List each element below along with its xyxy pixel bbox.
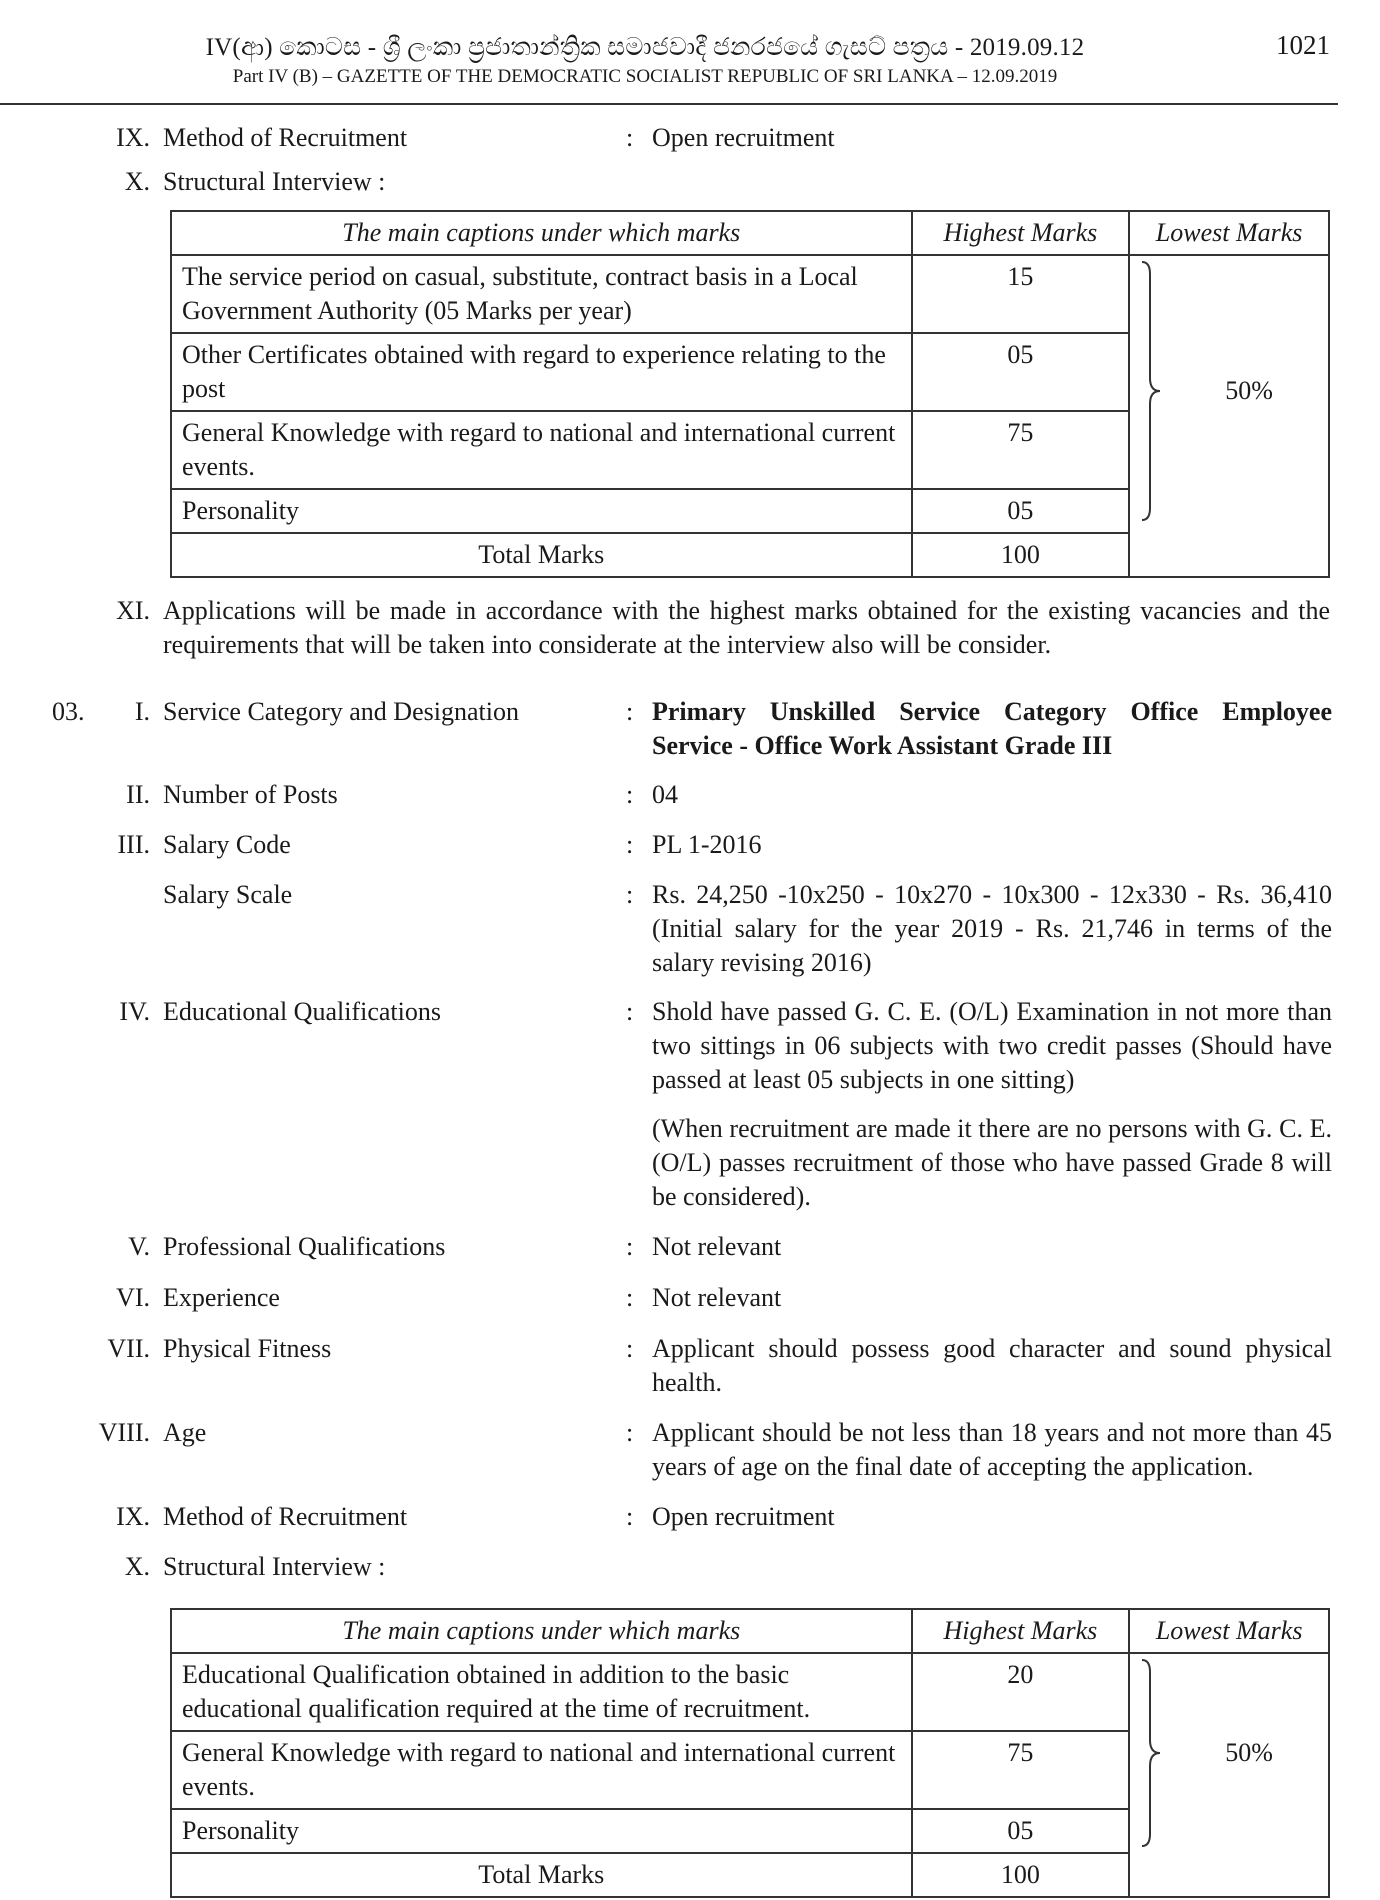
header-highest: Highest Marks [912, 211, 1130, 255]
row-marks: 05 [912, 333, 1130, 411]
header-lowest: Lowest Marks [1129, 211, 1329, 255]
item-number: X. [124, 167, 150, 196]
row-marks: 75 [912, 411, 1130, 489]
item-label: Method of Recruitment [163, 1502, 408, 1531]
item-number: IX. [116, 123, 150, 152]
item-value: Rs. 24,250 -10x250 - 10x270 - 10x300 - 12x330 - Rs. 36,410 (Initial salary for the year 2019 - Rs. 21,746 in terms of the salary revising 2016) [652, 880, 1332, 977]
row-marks: 15 [912, 255, 1130, 333]
item-label: Service Category and Designation [163, 697, 519, 726]
colon: : [626, 1418, 634, 1447]
item-label: Number of Posts [163, 780, 338, 809]
table-header-row [171, 1609, 1329, 1653]
item-label: Physical Fitness [163, 1334, 332, 1363]
row-marks: 75 [912, 1731, 1130, 1809]
item-label: Method of Recruitment [163, 123, 408, 152]
row-marks: 20 [912, 1653, 1130, 1731]
item-number: X. [124, 1552, 150, 1581]
colon: : [626, 780, 634, 809]
interview-marks-table [170, 210, 1330, 578]
item-value: Applicant should possess good character and sound physical health. [652, 1334, 1332, 1397]
item-value: Shold have passed G. C. E. (O/L) Examination in not more than two sittings in 06 subjects with two credit passes (Should have passed at least 05 subjects in one sitting) [652, 997, 1332, 1094]
table-row [171, 255, 1329, 333]
item-number: VII. [107, 1334, 150, 1363]
item-label: Salary Code [163, 830, 291, 859]
row-caption: Educational Qualification obtained in addition to the basic educational qualification required at the time of recruitment. [171, 1653, 912, 1731]
total-label: Total Marks [171, 1853, 912, 1897]
colon: : [626, 1334, 634, 1363]
lowest-marks-value: 50% [1225, 376, 1273, 405]
row-marks: 05 [912, 489, 1130, 533]
row-caption: Personality [171, 1809, 912, 1853]
item-label: Professional Qualifications [163, 1232, 446, 1261]
lowest-marks-cell [1129, 1653, 1329, 1897]
item-number: I. [134, 697, 150, 726]
colon: : [626, 997, 634, 1026]
interview-marks-table-03 [170, 1608, 1330, 1898]
item-number: V. [128, 1232, 150, 1261]
header-captions: The main captions under which marks [171, 1609, 912, 1653]
item-value: Open recruitment [652, 123, 835, 152]
header-highest: Highest Marks [912, 1609, 1130, 1653]
row-caption: Personality [171, 489, 912, 533]
header-lowest: Lowest Marks [1129, 1609, 1329, 1653]
lowest-marks-cell [1129, 255, 1329, 577]
table-header-row [171, 211, 1329, 255]
row-caption: Other Certificates obtained with regard to experience relating to the post [171, 333, 912, 411]
item-label: Salary Scale [163, 880, 293, 909]
item-label: Age [163, 1418, 207, 1447]
colon: : [626, 697, 634, 726]
item-value: Open recruitment [652, 1502, 835, 1531]
colon: : [626, 1232, 634, 1261]
lowest-marks-value: 50% [1225, 1738, 1273, 1767]
total-value: 100 [912, 533, 1130, 577]
item-label: Structural Interview : [163, 1552, 386, 1581]
item-value: 04 [652, 780, 678, 809]
item-number: IV. [119, 997, 150, 1026]
page-number: 1021 [1276, 30, 1330, 60]
item-label: Experience [163, 1283, 280, 1312]
section-number: 03. [52, 697, 85, 726]
colon: : [626, 123, 634, 152]
row-caption: The service period on casual, substitute, contract basis in a Local Government Authority (05 Marks per year) [171, 255, 912, 333]
colon: : [626, 1502, 634, 1531]
table-row [171, 1653, 1329, 1731]
row-marks: 05 [912, 1809, 1130, 1853]
total-label: Total Marks [171, 533, 912, 577]
header-captions: The main captions under which marks [171, 211, 912, 255]
item-value: PL 1-2016 [652, 830, 762, 859]
gazette-header-sinhala: IV(ආ) කොටස - ශ්‍රී ලංකා ප්‍රජාතාන්ත්‍රික සමාජවාදී ජනරජයේ ගැසට් පත්‍රය - 2019.09.12 [205, 34, 1085, 61]
item-label: Structural Interview : [163, 167, 386, 196]
item-number: XI. [116, 596, 150, 625]
applications-note: Applications will be made in accordance with the highest marks obtained for the existing vacancies and the requirements that will be taken into considerate at the interview also will be consider. [163, 596, 1330, 659]
item-number: VI. [116, 1283, 150, 1312]
row-caption: General Knowledge with regard to national and international current events. [171, 1731, 912, 1809]
item-number: VIII. [98, 1418, 150, 1447]
header-rule [0, 103, 1338, 105]
total-value: 100 [912, 1853, 1130, 1897]
item-value: Applicant should be not less than 18 years and not more than 45 years of age on the final date of accepting the application. [652, 1418, 1332, 1481]
item-number: IX. [116, 1502, 150, 1531]
item-number: III. [117, 830, 150, 859]
item-value: Primary Unskilled Service Category Office Employee Service - Office Work Assistant Grade III [652, 697, 1332, 760]
colon: : [626, 830, 634, 859]
colon: : [626, 880, 634, 909]
item-value: Not relevant [652, 1232, 782, 1261]
item-label: Educational Qualifications [163, 997, 441, 1026]
colon: : [626, 1283, 634, 1312]
row-caption: General Knowledge with regard to national and international current events. [171, 411, 912, 489]
item-value: Not relevant [652, 1283, 782, 1312]
item-number: II. [126, 780, 150, 809]
item-value-note: (When recruitment are made it there are no persons with G. C. E. (O/L) passes recruitment of those who have passed Grade 8 will be considered). [652, 1114, 1332, 1211]
gazette-header-english: Part IV (B) – GAZETTE OF THE DEMOCRATIC SOCIALIST REPUBLIC OF SRI LANKA – 12.09.2019 [232, 66, 1058, 87]
